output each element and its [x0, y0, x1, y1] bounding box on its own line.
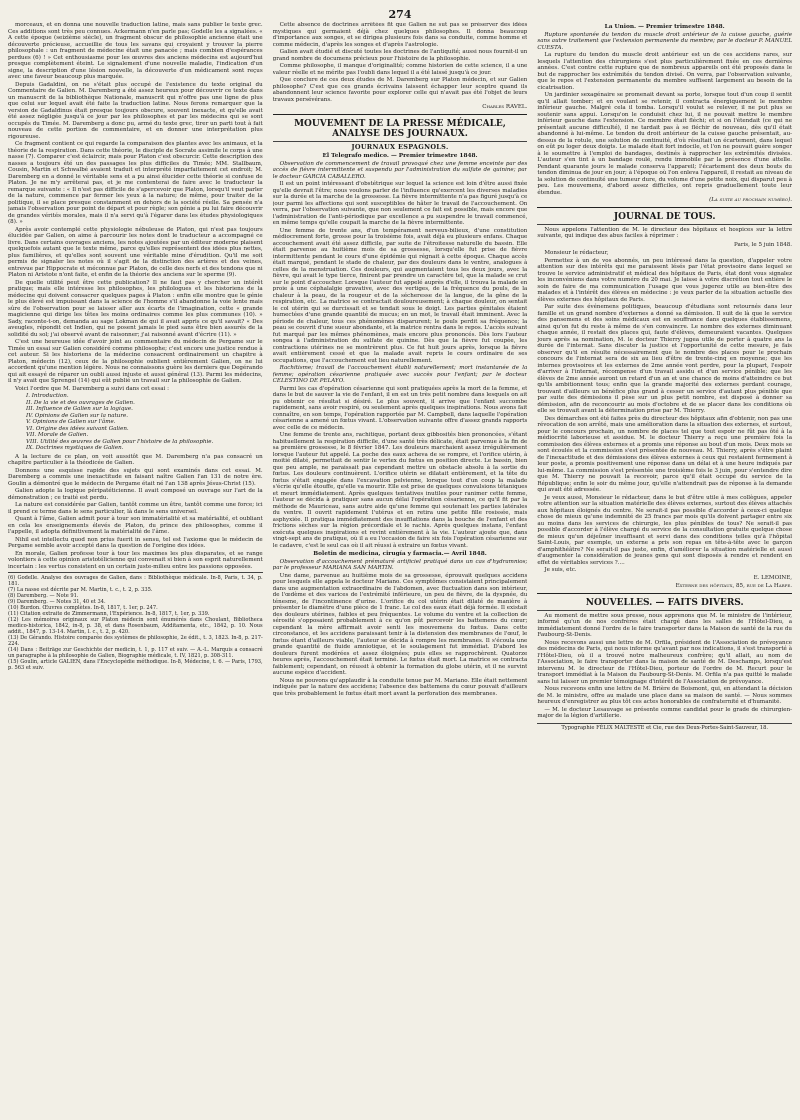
- section-heading: JOURNAL DE TOUS.: [613, 211, 716, 222]
- paragraph: Ce fragment contient ce qui regarde la comparaison des plantes avec les animaux, et la théorie de la respiration. Dans cette théorie, le disciple de Socrate assimile le corps à une nasse (7). Comparer c'est éclaircir, mais pour Platon c'est obscurcir. Cette description des nasses a toujours été un des passages les plus difficiles du Timée; MM. Stallbaum, Cousin, Martin et Schwalbé avaient traduit et interprété imparfaitement cet endroit; M. Daremberg en a donné le véritable sens et a pu ainsi élucider cette théorie si confuse de Platon. Je ne m'y arrêterai pas, et je me contenterai de faire avec le traducteur la remarque suivante : « Il n'est pas difficile de s'apercevoir que Platon, lorsqu'il veut parler de la nature, commence par fermer les yeux à la nature; de même, pour traiter de la politique, il se place presque constamment en dehors de la société réelle. Sa pensée n'a jamais l'observation pour point de départ et pour règle; son génie a pu lui faire découvrir de grandes vérités morales, mais il n'a servi qu'à l'égarer dans les études physiologiques (8). »: [8, 141, 263, 225]
- footnote: (14) Dans : Beiträge zur Geschichte der medicin, t. 1, p. 117 et suiv. — A.-L. Marquis a consacré un paragraphe à la philosophie de Galien, Biographie médicale, t. IV, 1821, p. 308-311.: [8, 647, 263, 659]
- paragraph: Une femme de trente ans, d'un tempérament nerveux-bilieux, d'une constitution médiocrement forte, grosse pour la troisième fois, avait déjà eu plusieurs enfans. Chaque accouchement avait été assez difficile, par suite de l'étroitesse naturelle du bassin. Elle était parvenue au huitième mois de sa grossesse, lorsqu'elle fut prise de fièvre intermittente pendant le cours d'une épidémie qui régnait à cette époque. Chaque accès était marqué, pendant le stade de chaleur, par des douleurs dans le ventre, analogues à celles de la menstruation. Ces douleurs, qui augmentaient tous les deux jours, avec la fièvre, qui avait le type tierce, finirent par prendre un caractère tel, que la malade se crut sur le point d'accoucher. Lorsque l'auteur fut appelé auprès d'elle, il trouva la malade en proie à une céphalalgie gravative, avec des vertiges, de la fréquence du pouls, de la chaleur à la peau, de la rougeur et de la sécheresse de la langue, de la gêne de la respiration, etc. La matrice se contractait douloureusement; à chaque douleur, on sentait le col utérin qui se durcissait et se tendait sous le doigt. Les parties génitales étaient humectées d'une grande quantité de mucus; en un mot, le travail était imminent. Avec la période de chaleur, tous ces phénomènes disparurent; le pouls perdit sa fréquence; la peau se couvrit d'une sueur abondante, et la matrice rentra dans le repos. L'accès suivant fut marqué par les mêmes phénomènes, mais encore plus prononcés. Dès lors l'auteur songea à l'administration du sulfate de quinine. Dès que la fièvre fut coupée, les contractions utérines ne se montrèrent plus. Ce fut huit jours après, lorsque la fièvre avait entièrement cessé et que la malade avait repris le cours ordinaire de ses occupations, que l'accouchement eut lieu naturellement.: [272, 227, 528, 364]
- footnote: (9) Daremberg. — Notes 31, 40 et 34.: [8, 599, 106, 605]
- outline-item: II. De la vie et des ouvrages de Galien.: [26, 399, 135, 406]
- outline-item: IV. Opinions de Galien sur la nature.: [26, 412, 129, 419]
- paragraph: Nous recevons enfin une lettre de M. Brière de Boismont, qui, en attendant la décision de M. le ministre, offre au malade une place dans sa maison de santé. — Nous sommes heureux d'enregistrer au plus tôt ces actes honorables de confraternité et d'humanité.: [537, 686, 792, 706]
- printer-imprint: Typographie FÉLIX MALTESTE et Cie, rue des Deux-Portes-Saint-Sauveur, 18.: [537, 723, 792, 732]
- journal-source: El Telegrafo medico. — Premier trimestre 1848.: [322, 153, 478, 159]
- paragraph: Il est un point intéressant d'obstétrique sur lequel la science est loin d'être aussi fixée qu'elle devrait l'être; nous voulons parler de l'influence qu'exercent les diverses maladies sur la durée et la marche de la grossesse. La fièvre intermittente n'a pas figuré jusqu'à ce jour parmi les affections qui sont susceptibles de hâter le travail de l'accouchement. On verra, par l'observation suivante, que non seulement ce fait est possible, mais encore que l'administration de l'anti-périodique par excellence a pu suspendre le travail commencé, en même temps qu'elle coupait la marche de la fièvre intermittente.: [272, 181, 528, 227]
- letter-salutation: Monsieur le rédacteur,: [544, 250, 609, 257]
- paragraph: Voici l'ordre que M. Daremberg a suivi dans cet essai :: [15, 385, 169, 392]
- letter-date: Paris, le 5 juin 1848.: [734, 241, 792, 248]
- columns: [8, 22, 792, 1108]
- outline-item: III. Influence de Galien sur la logique.: [26, 406, 133, 412]
- paragraph: Permettez à un de vos abonnés, un peu intéressé dans la question, d'appeler votre attention sur des intérêts qui me paraissent lésés par l'état provisoire dans lequel se trouve le service administratif et médical des hôpitaux de Paris, état dont vous signalez les inconvéniens dans votre numéro du 20 mai. Je laisse à votre discrétion tout entière le soin de faire de ma communication l'usage que vous jugerez utile au bien-être des malades et à l'intérêt des élèves en médecine : je veux parler de la situation actuelle des élèves externes des hôpitaux de Paris.: [537, 257, 792, 303]
- paragraph: Depuis Gadaldini, on ne s'était plus occupé de l'existence du texte original du Commentaire de Galien. M. Daremberg a été assez heureux pour découvrir ce texte dans un manuscrit de la bibliothèque Nationale, manuscrit qui n'offre pas une ligne de plus que celui sur lequel avait été faite la traduction latine. Nous ferons remarquer que la version de Gadaldinus était presque toujours obscure, souvent inexacte, et qu'elle avait été assez négligée jusqu'à ce jour par les philosophes et par les médecins qui se sont occupés du Timée. M. Daremberg a donc pu, armé du texte grec, tirer un parti tout à fait nouveau de cette portion de commentaire, et en donner une interprétation plus rigoureuse.: [8, 81, 263, 140]
- footnotes: [8, 572, 263, 671]
- paragraph: De quelle utilité peut être cette publication? Il ne faut pas y chercher un intérêt pratique; mais elle intéresse les philosophes, les philologues et les historiens de la médecine qui doivent consacrer quelques pages à Platon : enfin elle montre que le génie le plus élevé est impuissant dans la science de l'homme s'il abandonne la voie lente mais sûre de l'observation pour se laisser aller aux écarts de l'imagination, cette « grande magicienne qui dirige les têtes les moins ordinaires comme les plus communes (10). » Sady, raconte-t-on, demanda au sage Lokman de qui il avait appris ce qu'il savait? « Des aveugles, répondit cet Indien, qui ne posent jamais le pied sans être bien assurés de la solidité du sol; j'ai observé avant de raisonner; j'ai raisonné avant d'écrire (11). »: [8, 279, 263, 338]
- paragraph: Comme philosophe, il manque d'originalité; comme historien de cette science, il a une valeur réelle et ne mérite pas l'oubli dans lequel il a été laissé jusqu'à ce jour.: [272, 63, 528, 76]
- article-signature: Charles RAVEL.: [482, 104, 528, 110]
- paragraph: En morale, Galien professe tour à tour les maximes les plus disparates, et se range volontiers à cette opinion aristotélicienne qui convenait si bien à son esprit naturellement incertain : les vertus consistent en un certain juste-milieu entre les passions opposées.: [8, 550, 263, 570]
- paragraph: — M. le docteur Lesauvage se présente comme candidat pour le grade de chirurgien-major de la légion d'artillerie.: [537, 706, 792, 720]
- outline-item: IX. Doctrines mystiques de Galien.: [26, 445, 124, 451]
- paragraph: Nous recevons aussi une lettre de M. Orfila, président de l'Association de prévoyance des médecins de Paris, qui nous informe qu'avant par nos indications, il s'est transporté à l'Hôtel-Dieu, où il a trouvé notre malheureux confrère; qu'il allait, au nom de l'Association, le faire transporter dans la maison de santé de M. Deschamps, lorsqu'est intervenu M. le directeur de l'Hôtel-Dieu, porteur de l'ordre de M. Recurt pour le transport immédiat à la Maison du Faubourg-St-Denis. M. Orfila n'a pas quitté le malade sans lui laisser un premier témoignage d'intérêt de l'Association de prévoyance.: [537, 639, 792, 685]
- footnote: (8) Daremberg. — Note 91.: [8, 593, 79, 599]
- article-title: Rupture spontanée du tendon du muscle droit antérieur de la cuisse gauche, guérie sans autre traitement que l'extension permanente du membre; par le docteur P. MANUEL CUESTA.: [537, 31, 792, 51]
- paragraph: A la lecture de ce plan, on voit aussitôt que M. Daremberg n'a pas consacré un chapitre particulier à la théodicée de Galien.: [8, 453, 263, 466]
- paragraph: La nature est considérée par Galien, tantôt comme un être, tantôt comme une force; ici il prend ce terme dans le sens particulier, là dans le sens universel.: [8, 502, 263, 515]
- outline-item: V. Opinions de Galien sur l'âme.: [26, 419, 116, 425]
- paragraph: Nous ne pouvons qu'applaudir à la conduite tenue par M. Mariano. Elle était nettement indiquée par la nature des accidens; l'absence des battemens du cœur pouvait d'ailleurs que très probablement le fœtus était mort avant la perforation des membranes.: [272, 677, 528, 697]
- paragraph: Une femme de trente ans, rachitique, portant deux gibbosités bien prononcées, s'étant habituellement la respiration difficile, d'une santé très délicate, était parvenue à la fin de sa première grossesse, le 8 février 1847. Les douleurs marchaient assez irrégulièrement lorsque l'auteur fut appelé. La poche des eaux acheva de se rompre, et l'orifice utérin, à moitié dilaté, permettait de sentir le vertex du fœtus en position directe. Le bassin, bien que peu ample, ne paraissait pas cependant mettre un obstacle absolu à la sortie du fœtus. Les douleurs continuèrent. L'orifice utérin se dilatait entièrement, et la tête du fœtus s'était engagée dans l'excavation pelvienne, lorsque tout d'un coup la malade s'écrie qu'elle étouffe, qu'elle va mourir. Elle est prise de quelques convulsions tétaniques et meurt immédiatement. Après quelques tentatives inutiles pour ranimer cette femme, l'auteur se décida à pratiquer sans aucun délai l'opération césarienne, ce qu'il fit par la méthode de Mauriceau, sans autre aide qu'une femme qui soutenait les parties latérales du ventre. Il ouvrit rapidement l'utérus et en retira une petite fille rosissée, mais asphyxiée. Il pratiqua immédiatement des insufflations dans la bouche de l'enfant et des frictions sèches sur la région précordiale et le rachis. Après quelques instans, l'enfant exécuta quelques inspirations et revint entièrement à la vie. L'auteur ajoute que, dans vingt-sept ans de pratique, où il a eu l'occasion de faire six fois l'opération césarienne sur le cadavre, c'est le seul cas où il ait réussi à extraire un fœtus vivant.: [272, 432, 528, 549]
- divider: [537, 610, 792, 611]
- paragraph: Donnons une esquisse rapide des sujets qui sont examinés dans cet essai. M. Daremberg a commis une inexactitude en faisant naître Galien l'an 131 de notre ère. Goulin a démontré que le médecin de Pergame était né l'an 138 après Jésus-Christ (15).: [8, 467, 263, 487]
- paragraph: C'est une heureuse idée d'avoir joint au commentaire du médecin de Pergame sur le Timée un essai sur Galien considéré comme philosophe; c'est encore une justice rendue à cet auteur. Si les historiens de la médecine consacrent ordinairement un chapitre à Platon, médecin (12), ceux de la philosophie oublient entièrement Galien, on ne lui accordent qu'une mention légère. Nous ne connaissons guère les derniers que Degérando qui ait essayé de réparer un oubli aussi injuste et aussi général (13). Parmi les médecins, il n'y avait que Sprengel (14) qui eût publié un travail sur la philosophie de Galien.: [8, 339, 263, 384]
- footnote: (13) De Gérando. Histoire comparée des systèmes de philosophie, 2e édit., t. 3, 1823. In-8, p. 217-224.: [8, 635, 263, 647]
- outline-item: VIII. Utilité des œuvres de Galien pour l'histoire de la philosophie.: [26, 438, 214, 445]
- paragraph: Au moment de mettre sous presse, nous apprenons que M. le ministre de l'intérieur, informé qu'un de nos confrères était chargé dans les salles de l'Hôtel-Dieu, a immédiatement donné l'ordre de le faire transporter dans la Maison de santé de la rue du Faubourg-St-Denis.: [537, 612, 792, 639]
- essay-outline: [26, 393, 263, 452]
- paragraph: Que conclure de ces deux études de M. Daremberg sur Platon médecin, et sur Galien philosophe? C'est que ces grands écrivains laissent échapper leur sceptre quand ils abandonnent leur science favorite pour explorer celle qui n'avait pas été l'objet de leurs travaux persévérans.: [272, 77, 528, 103]
- outline-item: VI. Origine des idées suivant Galien.: [26, 425, 129, 432]
- column-3: [537, 22, 792, 1108]
- section-heading: NOUVELLES. — FAITS DIVERS.: [585, 597, 744, 608]
- footnote: (15) Goulin, article GALIEN, dans l'Encyclopédie méthodique. In-8, Médecine, t. 6. — Paris, 1793, p. 563 et suiv.: [8, 659, 263, 671]
- article-title: Observation d'accouchement prématuré artificiel pratiqué dans un cas d'hydramnios; par le professeur MARIANA SAN MARTIN.: [272, 558, 528, 572]
- paragraph: Des démarches ont été faites près du directeur des hôpitaux afin d'obtenir, non pas une révocation de son arrêté, mais une amélioration dans la situation des externes, et surtout, pour le concours prochain, un nombre de places tel que tout espoir ne fût pas ôté à la médiocrité laborieuse et assidue. M. le docteur Thierry a reçu une première fois la commission des élèves externes et a promis une réponse au bout d'un mois. Deux mois se sont écoulés et la commission s'est présentée de nouveau. M. Thierry, après s'être plaint de l'inexactitude et des démissions des élèves externes à ceux qui restaient fermement à leur poste, a promis positivement une réponse dans un délai et à une heure indiqués par lui-même. La commission s'est présentée une troisième fois le 3 juin, pour s'entendre dire que M. Thierry ne pouvait la recevoir, parce qu'il était occupé du service de la République; enfin le soir du même jour, qu'elle n'attendrait pas de réponse à la demande qui avait été adressée.: [537, 415, 792, 494]
- column-1: [8, 22, 263, 1108]
- footnote: (7) La nasse est décrite par M. Martin, t. c., t. 2, p. 335.: [8, 587, 153, 593]
- paragraph: Je veux aussi, Monsieur le rédacteur, dans le but d'être utile à mes collègues, appeler votre attention sur la situation matérielle des élèves externes, surtout des élèves attachés aux hôpitaux éloignés du centre. Ne serait-il pas possible d'accorder à ceux-ci quelque chose de mieux qu'une indemnité de 25 francs par mois qu'ils doivent partager entre six au moins dans les services de chirurgie, les plus pénibles de tous? Ne serait-il pas possible d'accorder à l'élève chargé du service de la consultation gratuite quelque chose de mieux qu'un déjeûner insuffisant et servi dans des conditions telles qu'à l'hôpital Saint-Louis, par exemple, un externe a pris son repas en tête-à-tête avec le garçon d'amphithéâtre? Ne serait-il pas juste, enfin, d'améliorer la situation matérielle et aussi d'augmenter la considération de jeunes gens qui sont disposés à rendre et rendent en effet de véritables services ?....: [537, 494, 792, 566]
- journal-source: La Union. — Premier trimestre 1848.: [604, 24, 725, 30]
- page-number: 274: [388, 8, 412, 21]
- divider: [273, 141, 528, 142]
- outline-item: I. Introduction.: [26, 393, 69, 399]
- paragraph: Je suis, etc.: [544, 567, 577, 574]
- paragraph: Quant à l'âme, Galien admit pour à tour son immatérialité et sa matérialité, et oubliant en cela les enseignements élevés de Platon, du prince des philosophes, comme il l'appelle, il adopta définitivement la matérialité de l'âme.: [8, 516, 263, 535]
- section-divider: [273, 114, 528, 115]
- paragraph: Galien avait étudié et discuté toutes les doctrines de l'antiquité; aussi nous fournit-il un grand nombre de documens précieux pour l'histoire de la philosophie.: [272, 49, 528, 62]
- footnote: (6) Godelle. Analyse des ouvrages de Galien, dans : Bibliothèque médicale. In-8, Paris, t. 34, p. 181.: [8, 575, 263, 587]
- paragraph: Galien adopte la logique péripatéticienne. Il avait composé un ouvrage sur l'art de la démonstration ; ce traité est perdu.: [8, 488, 263, 501]
- subsection-heading: JOURNAUX ESPAGNOLS.: [351, 142, 449, 151]
- paragraph: Après avoir contemplé cette physiologie nébuleuse de Platon, qui n'est pas toujours élucidée par Galien, on aime à parcourir les notes dont le traducteur a accompagné ce livre. Dans certains ouvrages anciens, les notes ajoutées par un éditeur moderne plaisent quelquefois autant que le texte même, parce qu'elles représentent des idées plus nettes, plus familières, et qu'elles sont souvent une véritable mine d'érudition. Qu'il me soit permis de signaler les notes où il s'agit de la distinction des artères et des veines, entrevue par Hippocrate et méconnue par Platon, de celle des nerfs et des tendons que ni Platon ni Aristote n'ont faite, et enfin de la théorie des anciens sur le sperme (9).: [8, 226, 263, 278]
- paragraph: Une dame, parvenue au huitième mois de sa grossesse, éprouvait quelques accidens pour lesquels elle appela le docteur Mariano. Ces symptômes consistaient principalement dans une augmentation extraordinaire de l'abdomen, avec fluctuation dans son intérieur, de l'œdème et des varices de l'extrémité inférieure, un peu de fièvre, de la dyspnée, du ténesme, de l'incontinence d'urine. L'orifice du col utérin était dilaté de manière à présenter le diamètre d'une pièce de 1 franc. Le col des eaux était déjà formée. Il existait des douleurs utérines, faibles et peu fréquentes. Le volume du ventre et la collection de sérosité s'opposaient probablement à ce qu'on pût percevoir les battemens du cœur; cependant la mère affirmait avoir senti les mouvemens du fœtus. Dans cette circonstance, et les accidens paraissant tenir à la distension des membranes de l'œuf, le fœtus étant d'ailleurs viable, l'auteur se décida à rompre les membranes. Il s'écoula une grande quantité de fluide amniotique, et le soulagement fut immédiat. D'abord les douleurs furent modérées et assez éloignées; puis elles se rapprochèrent. Quatorze heures après, l'accouchement était terminé. Le fœtus était mort. La matrice se contracta faiblement; cependant, on réussit à obtenir la formation du globe utérin, et il ne survint aucune espèce d'accident.: [272, 572, 528, 677]
- footnote: (10) Burdon. Œuvres complètes. In-8, 1817, t. 1er, p. 247.: [8, 605, 158, 611]
- paragraph: Nihil est intellectu quod non prius fuerit in sensu, tel est l'axiome que le médecin de Pergame semble avoir accepté dans la question de l'origine des idées.: [8, 536, 263, 549]
- divider: [537, 224, 792, 225]
- footnote: (11) Citation extraite de Zimmermann, l'Expérience. In-8, 1817, t. 1er, p. 339.: [8, 611, 210, 617]
- paragraph: morceaux, et en donna une nouvelle traduction latine, mais sans publier le texte grec. Ces additions sont très peu connues. Ackermann n'en parle pas; Godelle les a signalées. « A cette époque (seizième siècle), un fragment obscur de philosophie ancienne était une découverte précieuse, accueillie de tous les savans qui croyaient y trouver la pierre philosophale : un fragment de médecine était une panacée ; mais combien d'espérances perdues (6) ! » Cet enthousiasme pour les œuvres des anciens médecins est aujourd'hui presque complètement éteint. Le signalement d'une nouvelle maladie, l'indication d'un signe, la description d'une lésion nouvelle, la découverte d'un médicament sont reçus avec une faveur beaucoup plus marquée.: [8, 22, 263, 80]
- column-2: [273, 22, 528, 1108]
- article-title: Observation de commencement de travail provoqué chez une femme enceinte par des accès de fièvre intermittente et suspendu par l'administration du sulfate de quinine; par le docteur GARCIA CABALLERO.: [272, 160, 528, 180]
- section-divider: [537, 593, 792, 594]
- journal-source: Boletin de medicina, cirugía y farmacia.— Avril 1848.: [313, 551, 487, 558]
- paragraph: Cette absence de doctrines arrêtées fit que Galien ne sut pas se préserver des idées mystiques qui germaient déjà chez quelques philosophes. Il donna beaucoup d'importance aux songes, et se dirigea plusieurs fois dans sa conduite, comme homme et comme médecin, d'après les songes et d'après l'astrologie.: [272, 22, 528, 48]
- section-heading: MOUVEMENT DE LA PRESSE MÉDICALE, ANALYSE DES JOURNAUX.: [294, 118, 506, 139]
- continuation-note: (La suite au prochain numéro).: [709, 197, 792, 204]
- article-title: Rachitisme; travail de l'accouchement établi naturellement; mort instantanée de la femme; opération césarienne pratiquée avec succès pour l'enfant; par le docteur CELESTINO DE PELAYO.: [272, 365, 528, 385]
- footnote: (12) Les mémoires originaux sur Platon médecin sont énumérés dans Choulant, Bibliotheca medico-historica, 1842, in-8, p. 38, et dans Rosenbaum, Additamenta, etc., 1842, p. 10. Nous addit., 1847, p. 13-14. Martin, l. c., t. 2, p. 420.: [8, 617, 263, 635]
- section-divider: [537, 207, 792, 208]
- paragraph: La rupture du tendon du muscle droit antérieur est un de ces accidens rares, sur lesquels l'attention des chirurgiens s'est plus particulièrement fixée en ces dernières années. C'est contre cette rupture que de nombreux appareils ont été proposés dans le but de rapprocher les extrémités du tendon divisé. On verra, par l'observation suivante, que le repos et l'extension permanente du membre suffisent largement au besoin de la cicatrisation.: [537, 52, 792, 91]
- paragraph: Par suite des événemens politiques, beaucoup d'étudians sont retournés dans leur famille et un grand nombre d'externes a donné sa démission. Il suit de là que le service des pansemens et des soins médicaux est en souffrance dans quelques établissemens, ainsi qu'on fut du reste à même de s'en convaincre. Le nombre des externes diminuant chaque année, il restait des places qui, faute d'élèves, demeuraient vacantes. Quelques jours après sa nomination, M. le docteur Thierry jugea utile de porter à quatre ans la durée de l'internat. Sans discuter la justice et l'opportunité de cette mesure, je fais observer qu'il en résulte nécessairement que le nombre des places pour le prochain concours de l'internat sera de six au lieu d'être de trente-cinq en moyenne; que les internes provisoires et les externes de 2me année vont perdre, pour la plupart, l'espoir d'arriver à l'internat, récompense d'un travail assidu et d'un service pénible; que les élèves de 2me année auront un retard d'un an et une chance de moins d'atteindre ce but qu'ils ambitionnent tous; enfin que la grande majorité des externes perdant courage, trouvant d'ailleurs un bénéfice plus grand à cesser un service d'autant plus pénible que par suite des démissions il pèse sur un plus petit nombre, est disposé à donner sa démission, afin de reconcourir au mois d'octobre et de se placer dans les conditions où elle se trouvait avant la détermination prise par M. Thierry.: [537, 304, 792, 415]
- paragraph: Nous appelons l'attention de M. le directeur des hôpitaux et hospices sur la lettre suivante, qui indique des abus faciles à réprimer :: [537, 226, 792, 240]
- paragraph: Un jardinier sexagénaire se promenait devant sa porte, lorsque tout d'un coup il sentit qu'il allait tomber; et en voulant se retenir, il contracta énergiquement le membre inférieur gauche. Malgré cela il tomba. Lorsqu'il voulut se relever, il ne put plus se soutenir sans appui. Lorsqu'on le conduisit chez lui, il ne pouvait mettre le membre inférieur gauche dans l'extension. Ce membre était fléchi; et si on l'étendait (ce qui ne présentait aucune difficulté), il ne tardait pas à se fléchir de nouveau, dès qu'il était abandonné à lui-même. Le tendon du droit antérieur de la cuisse gauche présentait, au-dessus de la rotule, une solution de continuité, d'où résultait un écartement, dans lequel on eût pu loger deux doigts. Le malade était fort indocile, et l'on ne pouvait guère songer à le soumettre à l'emploi de bandages, destinés à rapprocher les extrémités divisées. L'auteur s'en tint à un bandage roulé, rendu immobile par la présence d'une attelle. Pendant quarante jours le malade conserva l'appareil; l'écartement des deux bouts du tendon diminua de jour en jour; à l'époque où l'on enleva l'appareil, il restait au niveau de la solution de continuité une tumeur dure, du volume d'une petite noix, qui disparut peu à peu. Les mouvemens, d'abord assez difficiles, ont repris graduellement toute leur étendue.: [537, 92, 792, 196]
- outline-item: VII. Morale de Galien.: [26, 432, 89, 438]
- letter-signature: E. LEMOINE,: [753, 574, 792, 581]
- letter-signature-address: Externe des hôpitaux, 85, rue de La Harpe.: [675, 583, 792, 590]
- paragraph: Parmi les cas d'opération césarienne qui sont pratiquées après la mort de la femme, et dans le but de sauver la vie de l'enfant, il en est un très petit nombre dans lesquels on ait pu obtenir ce résultat si désiré. Le plus souvent, il arrive que l'enfant succombe rapidement, sans avoir respiré, ou seulement après quelques inspirations. Nous avons fait connaître, en son temps, l'opération rapportée par M. Campbell, dans laquelle l'opération césarienne a amené un fœtus vivant. L'observation suivante offre d'assez grands rapports avec celle de ce médecin.: [272, 385, 528, 431]
